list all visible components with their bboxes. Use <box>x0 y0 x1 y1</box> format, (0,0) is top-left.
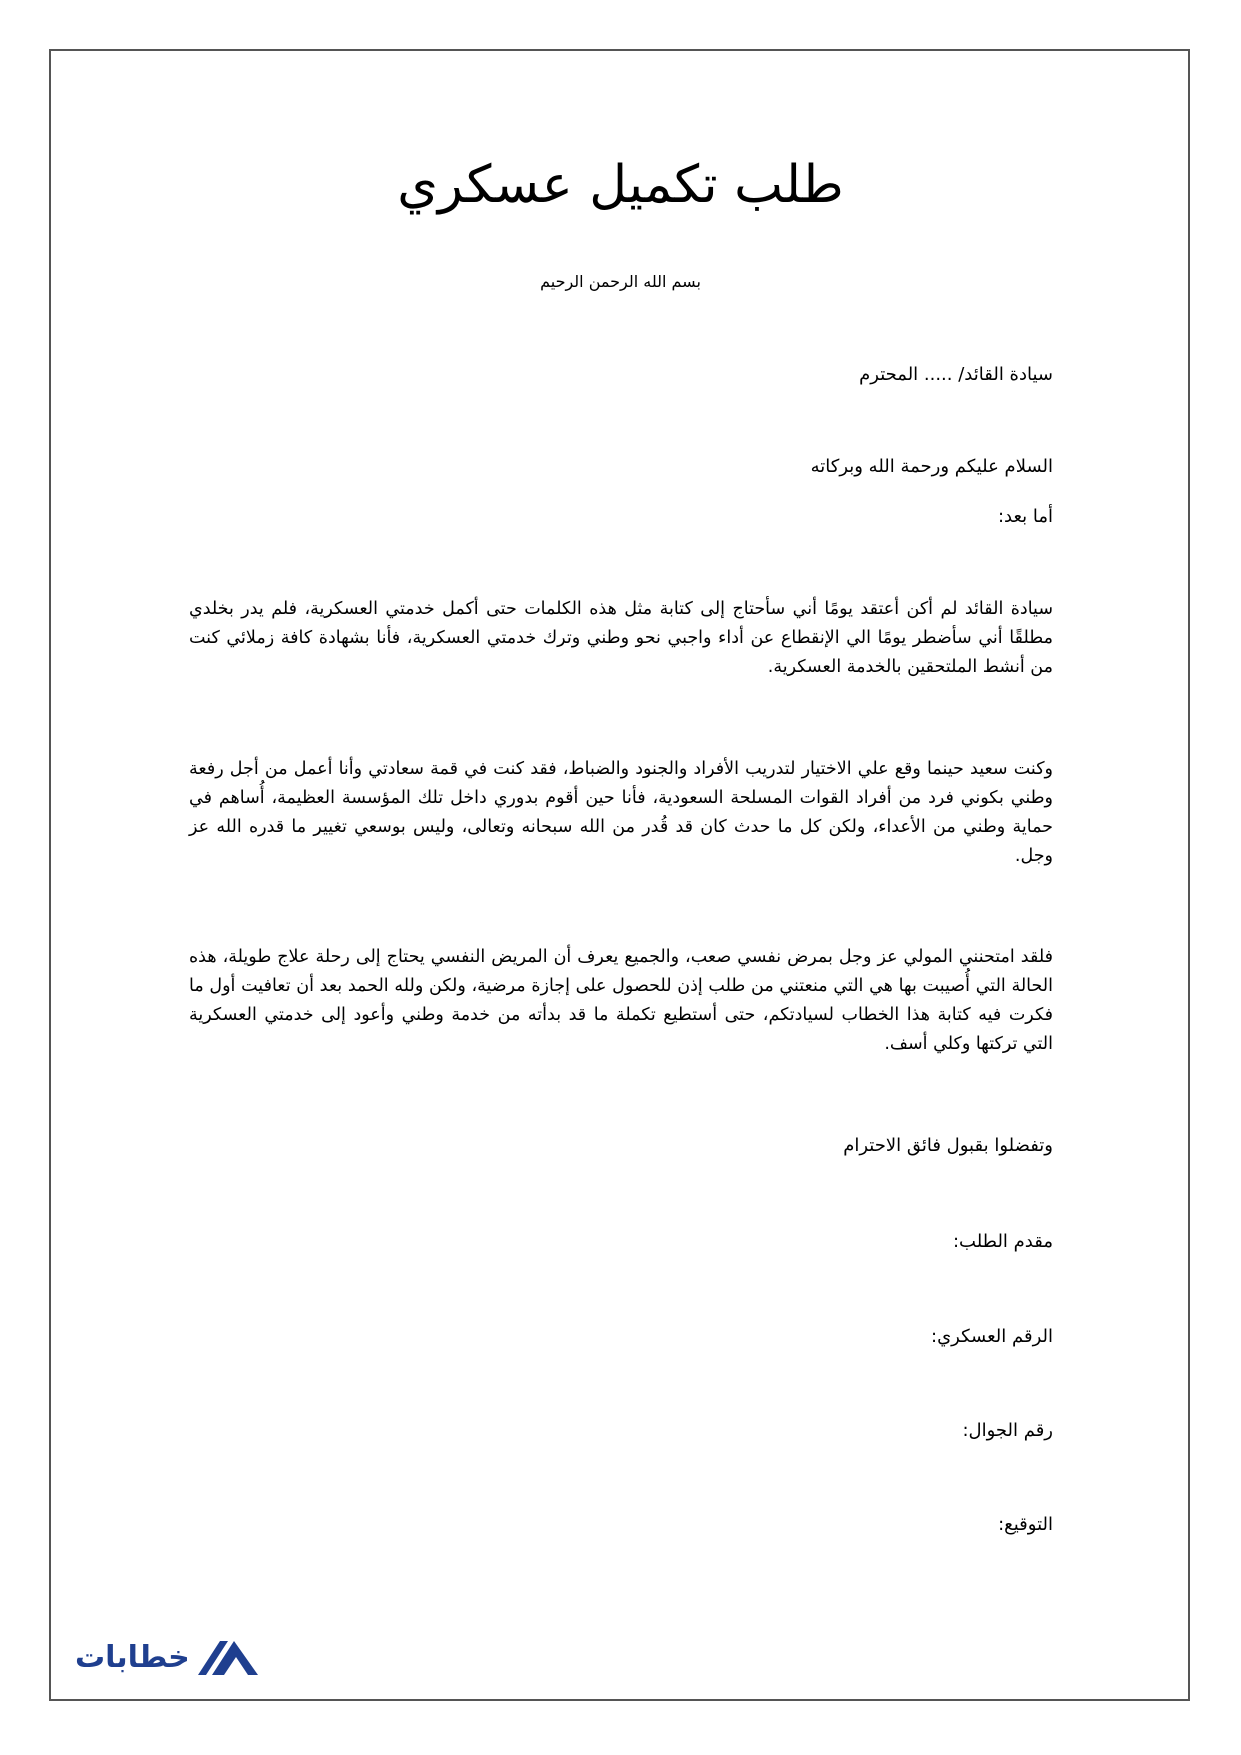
brand-logo <box>75 1640 258 1675</box>
applicant-field: مقدم الطلب: <box>952 1231 1053 1252</box>
greeting-line: السلام عليكم ورحمة الله وبركاته <box>810 456 1053 477</box>
document-title: طلب تكميل عسكري <box>397 155 844 215</box>
opening-line: أما بعد: <box>997 506 1053 527</box>
signature-field: التوقيع: <box>998 1514 1053 1535</box>
logo-text: خطابات <box>75 1640 190 1675</box>
paragraph-3: فلقد امتحنني المولي عز وجل بمرض نفسي صعب، والجميع يعرف أن المريض النفسي يحتاج إلى رحلة علاج طويلة، هذه الحالة التي أُصيبت بها هي التي منعتني من طلب إذن للحصول على إجازة مرضية، ولكن ولله الحمد بعد أن تعافيت أول ما فكرت فيه كتابة هذا الخطاب لسيادتكم، حتى أستطيع تكملة ما قد بدأته من خدمة وطني وأعود إلى خدمتي العسكرية التي تركتها وكلي أسف. <box>189 947 1053 1054</box>
mobile-field: رقم الجوال: <box>962 1420 1053 1441</box>
paragraph-2: وكنت سعيد حينما وقع علي الاختيار لتدريب الأفراد والجنود والضباط، فقد كنت في قمة سعادتي وأنا أعمل من أجل رفعة وطني بكوني فرد من أفراد القوات المسلحة السعودية، فأنا حين أقوم بدوري داخل تلك المؤسسة العظيمة، أُساهم في حماية وطني من الأعداء، ولكن كل ما حدث كان قد قُدر من الله سبحانه وتعالى، وليس بوسعي تغيير ما قدره الله عز وجل. <box>189 759 1053 866</box>
logo-mark-icon <box>198 1641 258 1675</box>
military-number-field: الرقم العسكري: <box>931 1326 1053 1347</box>
paragraph-1: سيادة القائد لم أكن أعتقد يومًا أني سأحتاج إلى كتابة مثل هذه الكلمات حتى أكمل خدمتي العسكرية، فلم يدر بخلدي مطلقًا أني سأضطر يومًا الي الإنقطاع عن أداء واجبي نحو وطني وترك خدمتي العسكرية، فأنا بشهادة كافة زملائي كنت من أنشط الملتحقين بالخدمة العسكرية. <box>189 599 1053 677</box>
page-frame <box>49 49 1190 1701</box>
basmala: بسم الله الرحمن الرحيم <box>540 272 701 291</box>
recipient-line: سيادة القائد/ ..... المحترم <box>859 364 1053 385</box>
closing-line: وتفضلوا بقبول فائق الاحترام <box>843 1135 1053 1156</box>
